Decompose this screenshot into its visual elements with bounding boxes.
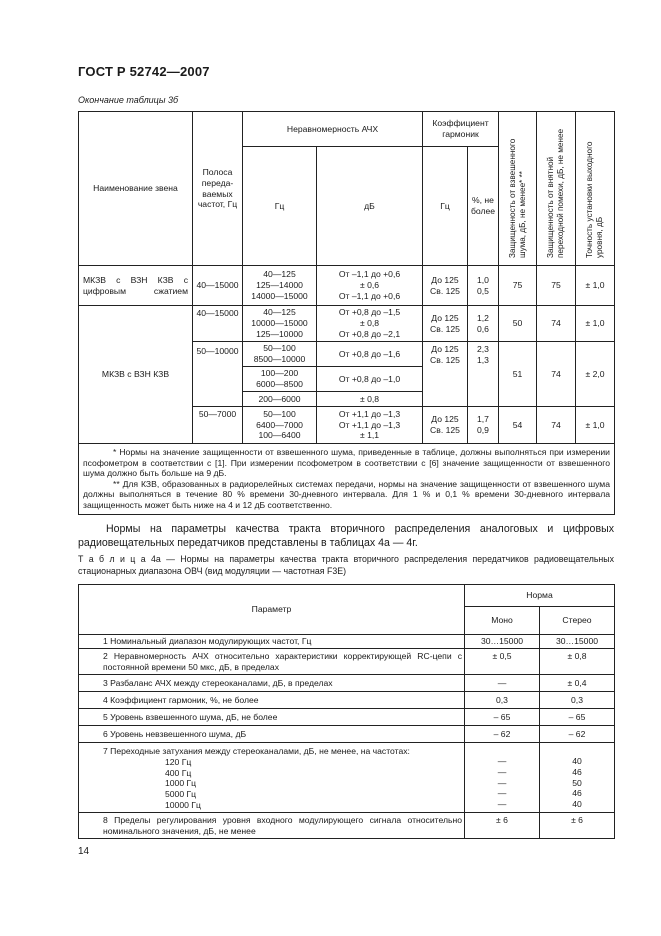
document-title: ГОСТ Р 52742—2007 [78,64,210,79]
header-weighted-noise: Защищенность от взвешенного шума, дБ, не менее* ** [499,112,537,266]
header-hz: Гц [243,147,317,266]
table-row: 7 Переходные затухания между стереоканалами, дБ, не менее, на частотах: 120 Гц 400 Гц 1000 Гц 5000 Гц 10000 Гц — — — — — 40 46 50 46 40 [79,743,615,813]
row-harm-hz: До 125 Св. 125 [423,266,468,306]
header-stereo: Стерео [540,607,615,635]
table-4a-caption: Т а б л и ц а 4а — Нормы на параметры качества тракта вторичного распределения передатчиков радиовещательных стационарных диапазона ОВЧ (вид модуляции — частотная F3E) [78,554,614,576]
note-2: ** Для КЗВ, образованных в радиорелейных системах передачи, нормы на значение защищенности от взвешенного шума должны выполняться в течение 80 % времени 30-дневного интервала. Для 1 % и 0,1 % времени 30-дневного интервала защищенность может быть ниже на 4 и 12 дБ соответственно. [83,478,610,510]
table-row [79,266,615,306]
table-row: МКЗВ с ВЗН КЗВ 40—15000 40—125 10000—15000 125—10000 От +0,8 до –1,5 ± 0,8 От +0,8 до –2,1 До 125 Св. 125 1,2 0,6 50 74 ± 1,0 [79,306,615,342]
header-harmonics: Коэффициент гармоник [423,112,499,147]
header-afr: Неравномерность АЧХ [243,112,423,147]
header-norm: Норма [465,585,615,607]
page-number: 14 [78,846,90,857]
header-harm-hz: Гц [423,147,468,266]
table-row: 50—10000 50—100 8500—10000 От +0,8 до –1,6 До 125 Св. 125 2,3 1,3 51 74 ± 2,0 [79,342,615,367]
row-harm-pct: 1,0 0,5 [468,266,499,306]
row-db: От –1,1 до +0,6 ± 0,6 От –1,1 до +0,6 [317,266,423,306]
table-row: 8 Пределы регулирования уровня входного модулирующего сигнала относительно номинального значения, дБ, не менее ± 6 ± 6 [79,813,615,839]
table-3b-caption: Окончание таблицы 3б [78,95,179,105]
row-audible: 75 [537,266,576,306]
header-name: Наименование звена [79,112,193,266]
table-row: 5 Уровень взвешенного шума, дБ, не более – 65 – 65 [79,709,615,726]
header-level-accuracy: Точность установки выходного уровня, дБ [576,112,615,266]
row-accuracy: ± 1,0 [576,266,615,306]
table-notes [79,444,615,515]
row-band: 40—15000 [193,266,243,306]
body-paragraph: Нормы на параметры качества тракта вторичного распределения аналоговых и цифровых радиовещательных передатчиков представлены в таблицах 4а — 4г. [78,523,614,549]
row-name: МКЗВ с ВЗН КЗВ [79,306,193,444]
table-row: 3 Разбаланс АЧХ между стереоканалами, дБ, в пределах — ± 0,4 [79,675,615,692]
table-row: 1 Номинальный диапазон модулирующих частот, Гц 30…15000 30…15000 [79,635,615,649]
note-1: * Нормы на значение защищенности от взвешенного шума, приведенные в таблице, должны выполняться при измерении псофометром в соответствии с [1]. При измерении псофометром в соответствии с [6] значение защищенности от взвешенного шума должно быть больше на 9 дБ. [83,447,610,479]
header-band: Полоса переда- ваемых частот, Гц [193,112,243,266]
table-row: 200—6000 ± 0,8 [79,392,615,407]
row-name: МКЗВ с ВЗН КЗВ с цифровым сжатием [79,266,193,306]
table-row: 4 Коэффициент гармоник, %, не более 0,3 0,3 [79,692,615,709]
row-hz: 40—125 125—14000 14000—15000 [243,266,317,306]
header-mono: Моно [465,607,540,635]
header-harm-pct: %, не более [468,147,499,266]
header-audible-crosstalk: Защищенность от внятной переходной помехи, дБ, не менее [537,112,576,266]
table-row: 50—7000 50—100 6400—7000 100—6400 От +1,1 до –1,3 От +1,1 до –1,3 ± 1,1 До 125 Св. 125 1,7 0,9 54 74 ± 1,0 [79,407,615,444]
table-4a [78,584,615,839]
table-row: 6 Уровень невзвешенного шума, дБ – 62 – 62 [79,726,615,743]
table-row: 2 Неравномерность АЧХ относительно характеристики корректирующей RC-цепи с постоянной времени 50 мкс, дБ, в пределах ± 0,5 ± 0,8 [79,649,615,675]
row-weighted: 75 [499,266,537,306]
table-3b [78,111,615,515]
table-notes-row [79,444,615,515]
header-db: дБ [317,147,423,266]
table-row: 100—200 6000—8500 От +0,8 до –1,0 [79,367,615,392]
header-param: Параметр [79,585,465,635]
